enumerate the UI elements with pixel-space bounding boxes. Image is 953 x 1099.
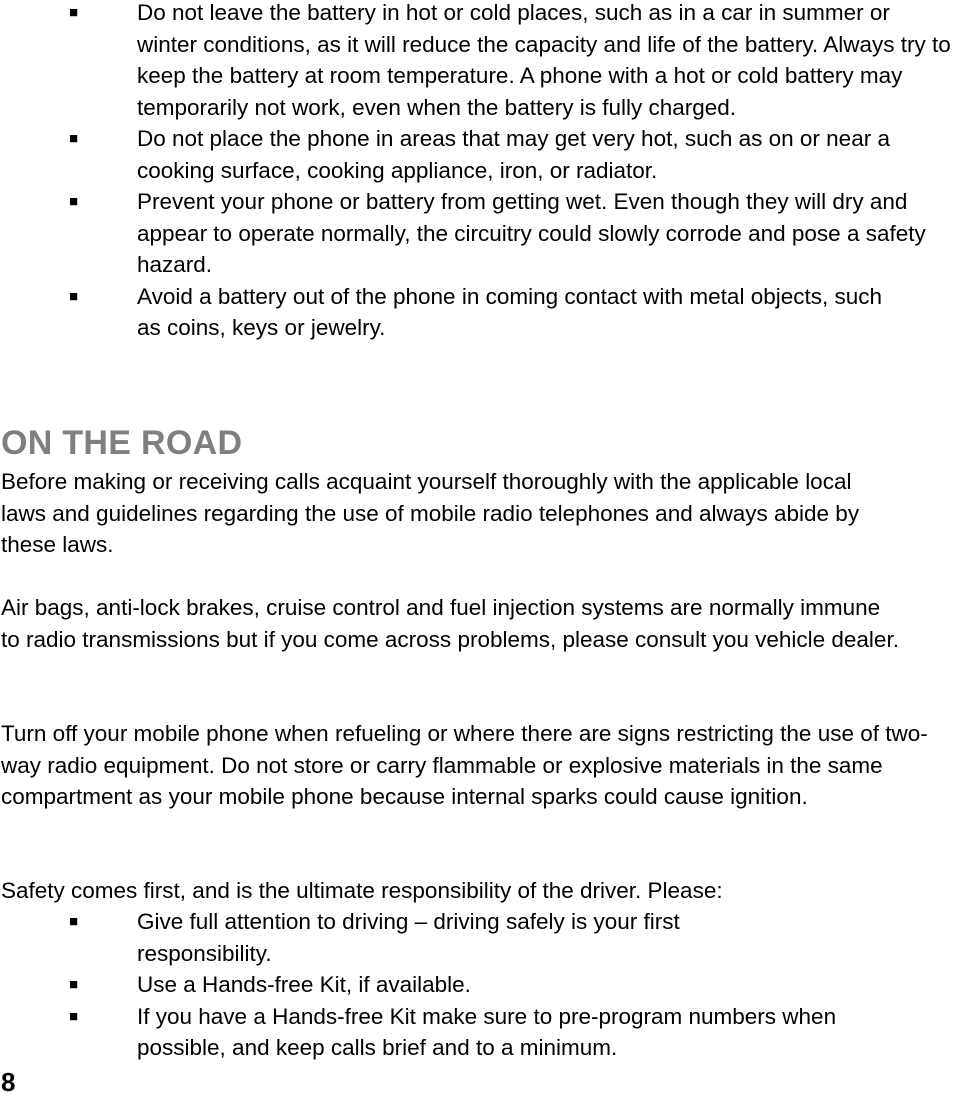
bullet-square-icon: ■ bbox=[69, 130, 79, 147]
driving-bullet-list bbox=[0, 906, 953, 1064]
bullet-square-icon: ■ bbox=[69, 976, 79, 993]
bullet-square-icon: ■ bbox=[69, 287, 79, 305]
bullet-text: Do not leave the battery in hot or cold places, such as in a car in summer or winter conditions, as it will reduce the capacity and life of the battery. Always try to keep the battery at room temperature. A phone with a hot or cold battery may temporarily not work, even when the battery is fully charged. bbox=[137, 0, 951, 120]
list-item bbox=[0, 0, 953, 123]
paragraph-safety-first: Safety comes first, and is the ultimate responsibility of the driver. Please: bbox=[1, 878, 723, 903]
bullet-text: If you have a Hands-free Kit make sure to pre-program numbers when possible, and keep calls brief and to a minimum. bbox=[137, 1003, 837, 1060]
battery-bullet-list bbox=[0, 0, 953, 344]
paragraph-refueling: Turn off your mobile phone when refueling or where there are signs restricting the use of two-way radio equipment. Do not store or carry flammable or explosive materials in the same compartment as your mobile phone because internal sparks could cause ignition. bbox=[1, 721, 928, 809]
bullet-text: Use a Hands-free Kit, if available. bbox=[137, 972, 471, 997]
bullet-square-icon: ■ bbox=[69, 1007, 79, 1025]
list-item bbox=[0, 281, 897, 344]
bullet-square-icon: ■ bbox=[69, 4, 79, 21]
list-item bbox=[0, 906, 817, 969]
page-number: 8 bbox=[1, 1067, 16, 1097]
bullet-square-icon: ■ bbox=[69, 193, 79, 210]
bullet-text: Give full attention to driving – driving safely is your first responsibility. bbox=[137, 909, 680, 966]
list-item bbox=[0, 186, 937, 281]
section-heading: ON THE ROAD bbox=[1, 424, 243, 462]
paragraph-local-laws: Before making or receiving calls acquaint yourself thoroughly with the applicable local laws and guidelines regarding the use of mobile radio telephones and always abide by these laws. bbox=[1, 469, 860, 557]
list-item bbox=[0, 969, 953, 1001]
list-item bbox=[0, 1001, 927, 1064]
paragraph-vehicle-systems: Air bags, anti-lock brakes, cruise control and fuel injection systems are normally immune to radio transmissions but if you come across problems, please consult you vehicle dealer. bbox=[1, 595, 899, 652]
bullet-text: Do not place the phone in areas that may get very hot, such as on or near a cooking surface, cooking appliance, iron, or radiator. bbox=[137, 126, 890, 183]
bullet-text: Prevent your phone or battery from getting wet. Even though they will dry and appear to operate normally, the circuitry could slowly corrode and pose a safety hazard. bbox=[137, 189, 926, 277]
bullet-square-icon: ■ bbox=[69, 913, 79, 930]
bullet-text: Avoid a battery out of the phone in coming contact with metal objects, such as coins, keys or jewelry. bbox=[137, 283, 883, 340]
list-item bbox=[0, 123, 953, 186]
